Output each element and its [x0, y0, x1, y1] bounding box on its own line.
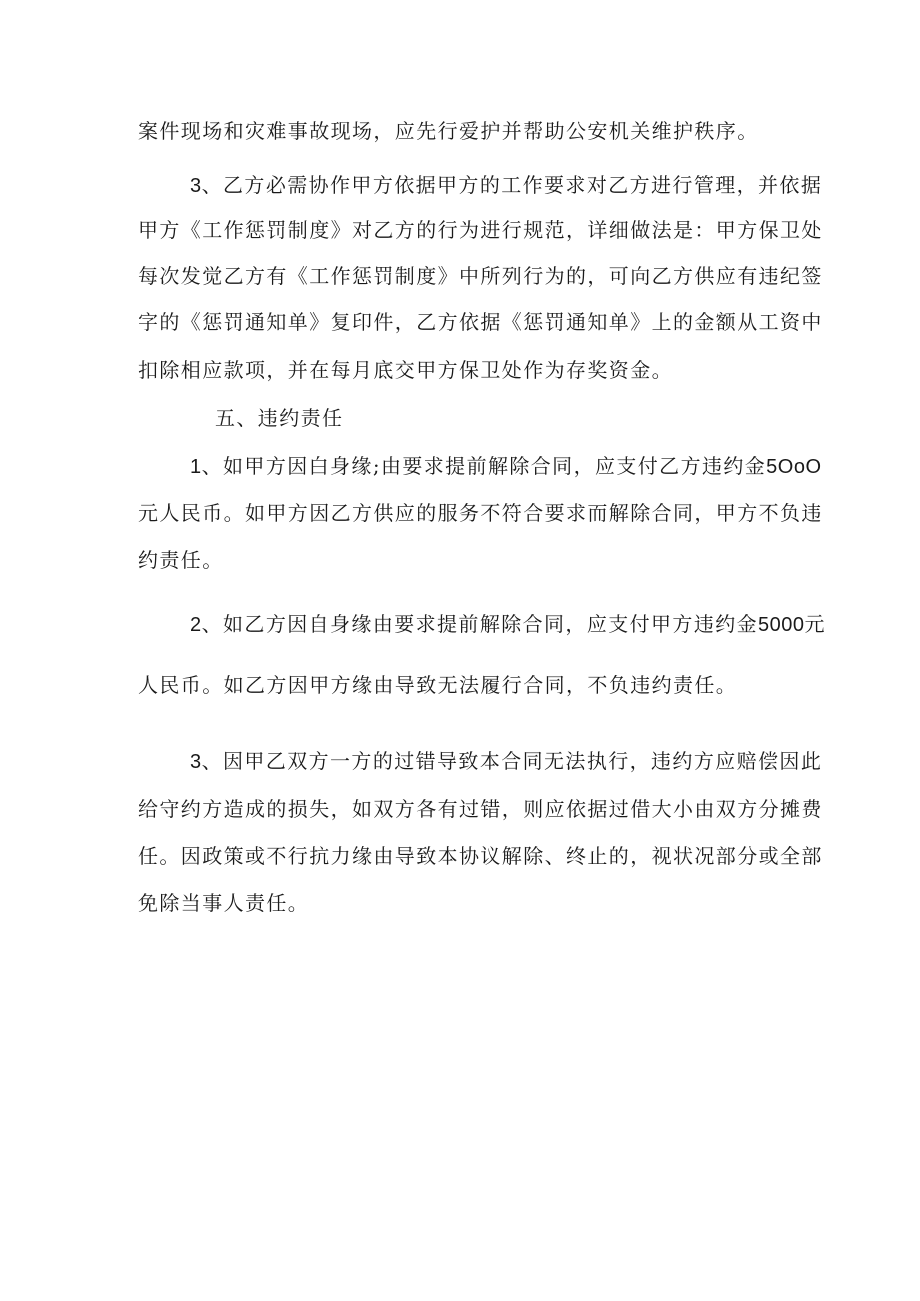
text-line-content: 免除当事人责任。 [138, 891, 310, 915]
item-number: 2 [190, 614, 202, 636]
text-line [190, 452, 822, 481]
text-line [190, 171, 822, 200]
text-line [138, 308, 823, 336]
text-line-content: 、如乙方因自身缘由要求提前解除合同，应支付甲方违约金 [201, 612, 759, 636]
text-line [190, 747, 822, 776]
text-line [138, 546, 224, 574]
text-line-content: 人民币。如乙方因甲方缘由导致无法履行合同，不负违约责任。 [138, 673, 738, 697]
text-line-content: 、因甲乙双方一方的过错导致本合同无法执行，违约方应赔偿因此 [201, 749, 823, 773]
text-line [138, 671, 737, 699]
text-line [138, 842, 823, 870]
text-line-content: 案件现场和灾难事故现场，应先行爱护并帮助公安机关维护秩序。 [138, 119, 759, 143]
text-line [138, 356, 673, 384]
text-line-content: 扣除相应款项，并在每月底交甲方保卫处作为存奖资金。 [138, 358, 673, 382]
text-line [138, 795, 823, 823]
text-line [138, 499, 823, 527]
text-line [138, 216, 823, 244]
amount-value: 5OoO [766, 456, 822, 478]
amount-unit: 元 [804, 612, 826, 636]
text-line-content: 字的《惩罚通知单》复印件，乙方依据《惩罚通知单》上的金额从工资中 [138, 310, 823, 334]
text-line [190, 610, 826, 639]
item-number: 3 [190, 751, 202, 773]
text-line [138, 262, 823, 290]
text-line-content: 每次发觉乙方有《工作惩罚制度》中所列行为的，可向乙方供应有违纪签 [138, 264, 823, 288]
amount-value: 5000 [758, 614, 805, 636]
text-line-content: 、如甲方因白身缘;由要求提前解除合同，应支付乙方违约金 [201, 454, 767, 478]
item-number: 3 [190, 175, 202, 197]
text-line-content: 元人民币。如甲方因乙方供应的服务不符合要求而解除合同，甲方不负违 [138, 501, 823, 525]
text-line [138, 117, 759, 145]
section-heading [215, 404, 343, 432]
text-line-content: 给守约方造成的损失，如双方各有过错，则应依据过借大小由双方分摊费 [138, 797, 823, 821]
item-number: 1 [190, 456, 202, 478]
text-line-content: 甲方《工作惩罚制度》对乙方的行为进行规范，详细做法是：甲方保卫处 [138, 218, 823, 242]
text-line-content: 约责任。 [138, 548, 224, 572]
text-line [138, 889, 309, 917]
section-heading-text: 五、违约责任 [215, 406, 344, 430]
text-line-content: 任。因政策或不行抗力缘由导致本协议解除、终止的，视状况部分或全部 [138, 844, 823, 868]
text-line-content: 、乙方必需协作甲方依据甲方的工作要求对乙方进行管理，并依据 [201, 173, 823, 197]
